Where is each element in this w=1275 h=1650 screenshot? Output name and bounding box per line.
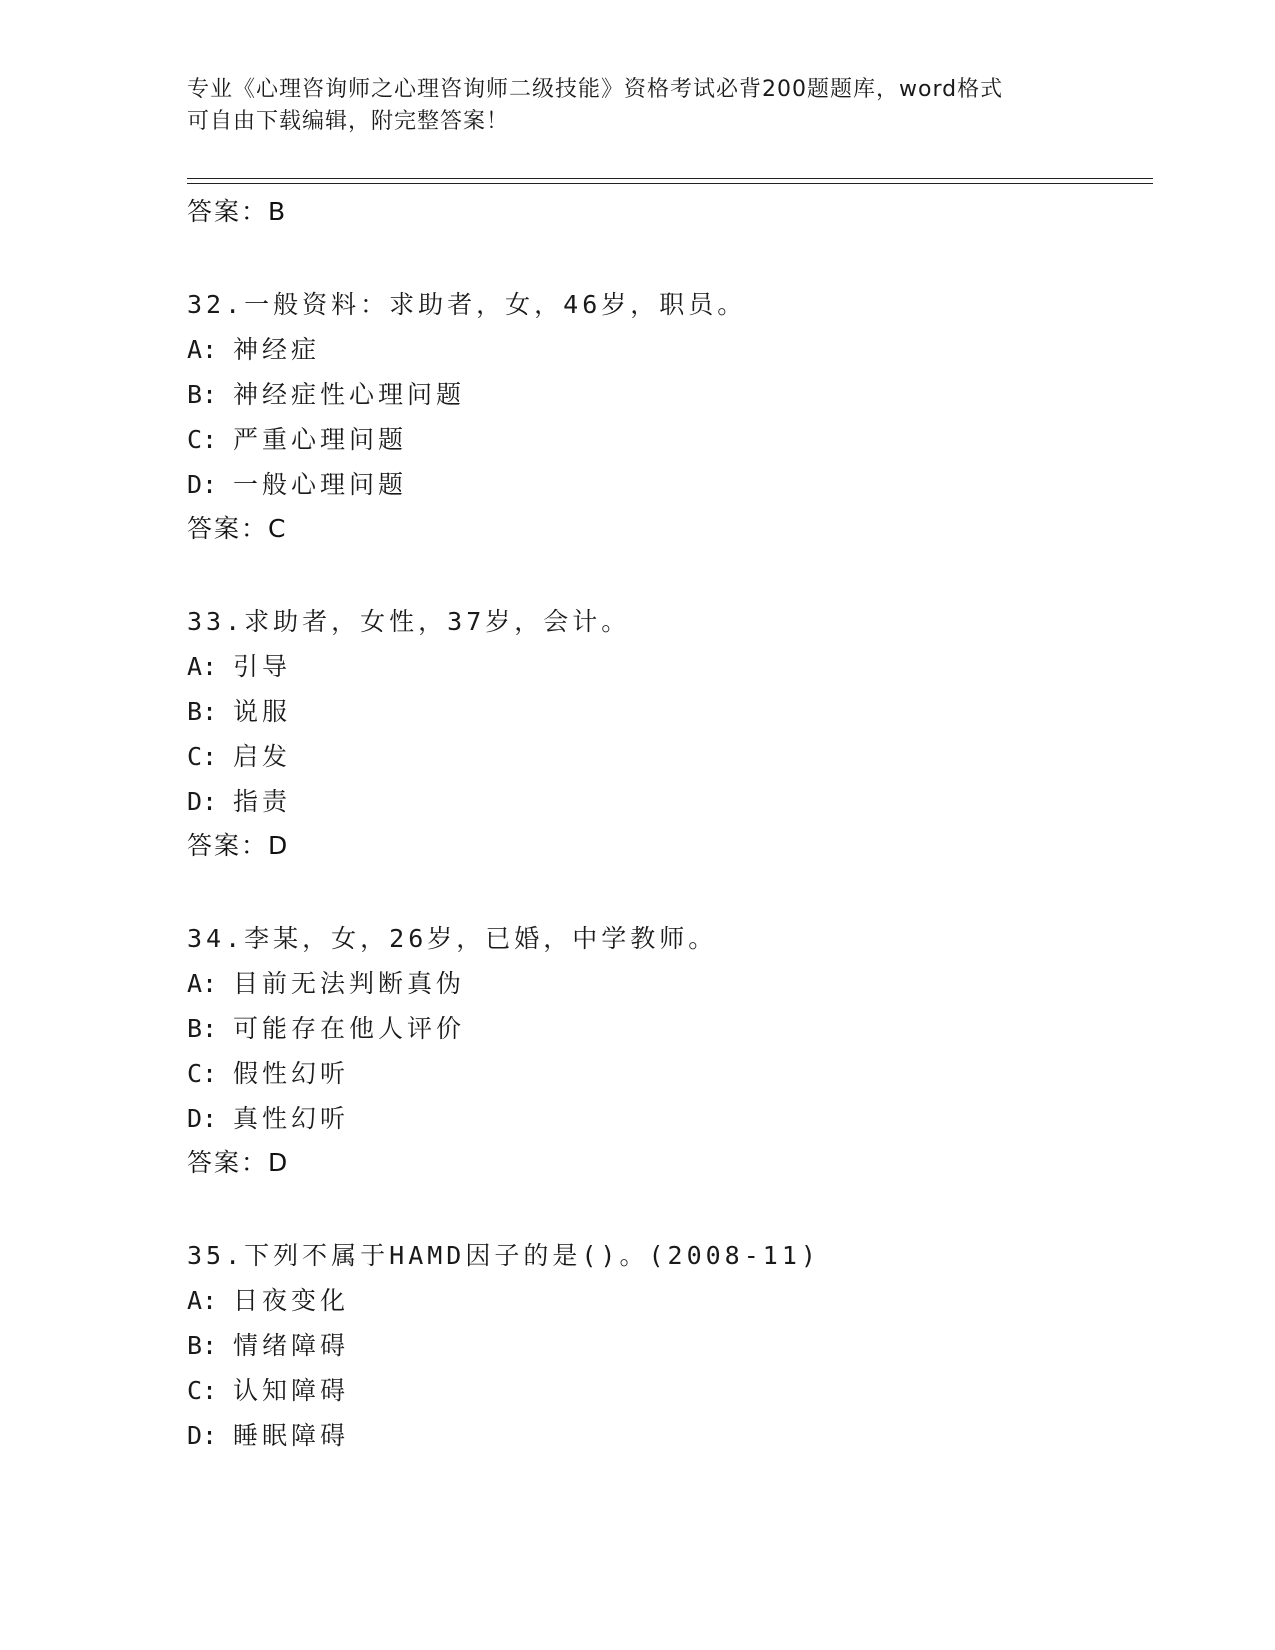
- option-letter: A:: [187, 335, 218, 364]
- option-letter: A:: [187, 969, 218, 998]
- option-letter: D:: [187, 787, 218, 816]
- option-letter: C:: [187, 425, 218, 454]
- header-divider-top: [187, 178, 1153, 179]
- question-list: [187, 190, 1147, 1458]
- answer-line: 答案：D: [187, 1148, 290, 1177]
- option-letter: D:: [187, 1421, 218, 1450]
- question-stem: 33.求助者，女性，37岁，会计。: [187, 607, 631, 636]
- option-letter: D:: [187, 470, 218, 499]
- option-d: [187, 1413, 1147, 1458]
- question-stem: 34.李某，女，26岁，已婚，中学教师。: [187, 924, 718, 953]
- option-letter: C:: [187, 1059, 218, 1088]
- option-d: [187, 779, 1147, 824]
- option-text: 目前无法判断真伪: [233, 969, 466, 998]
- question-stem: 32.一般资料：求助者，女，46岁，职员。: [187, 290, 747, 319]
- question-stem: 35.下列不属于HAMD因子的是()。(2008-11): [187, 1241, 820, 1270]
- option-d: [187, 1096, 1147, 1141]
- option-b: [187, 1323, 1147, 1368]
- question-item: [187, 599, 1147, 868]
- question-item: [187, 916, 1147, 1185]
- option-text: 说服: [233, 697, 292, 726]
- option-b: [187, 372, 1147, 417]
- option-text: 可能存在他人评价: [233, 1014, 466, 1043]
- option-letter: B:: [187, 697, 218, 726]
- option-letter: B:: [187, 1331, 218, 1360]
- option-b: [187, 689, 1147, 734]
- option-text: 情绪障碍: [233, 1331, 350, 1360]
- option-d: [187, 462, 1147, 507]
- option-text: 睡眠障碍: [233, 1421, 350, 1450]
- option-letter: A:: [187, 1286, 218, 1315]
- option-text: 日夜变化: [233, 1286, 350, 1315]
- option-a: [187, 1278, 1147, 1323]
- option-letter: B:: [187, 380, 218, 409]
- option-c: [187, 734, 1147, 779]
- option-letter: D:: [187, 1104, 218, 1133]
- option-letter: A:: [187, 652, 218, 681]
- option-text: 神经症: [233, 335, 321, 364]
- option-text: 真性幻听: [233, 1104, 350, 1133]
- answer-line: 答案：B: [187, 197, 288, 226]
- option-text: 假性幻听: [233, 1059, 350, 1088]
- option-letter: C:: [187, 742, 218, 771]
- option-a: [187, 644, 1147, 689]
- option-text: 严重心理问题: [233, 425, 408, 454]
- document-header: [187, 74, 1087, 138]
- option-text: 启发: [233, 742, 292, 771]
- option-text: 认知障碍: [233, 1376, 350, 1405]
- answer-line: 答案：C: [187, 514, 288, 543]
- option-c: [187, 1051, 1147, 1096]
- option-text: 一般心理问题: [233, 470, 408, 499]
- option-c: [187, 417, 1147, 462]
- option-letter: C:: [187, 1376, 218, 1405]
- option-a: [187, 327, 1147, 372]
- header-title-line-2: 可自由下载编辑，附完整答案！: [187, 109, 510, 134]
- header-title-line-1: 专业《心理咨询师之心理咨询师二级技能》资格考试必背200题题库，word格式: [187, 77, 1004, 102]
- question-item: [187, 282, 1147, 551]
- option-b: [187, 1006, 1147, 1051]
- option-text: 指责: [233, 787, 292, 816]
- option-c: [187, 1368, 1147, 1413]
- answer-line: 答案：D: [187, 831, 290, 860]
- option-text: 神经症性心理问题: [233, 380, 466, 409]
- header-divider-bottom: [187, 183, 1153, 184]
- option-letter: B:: [187, 1014, 218, 1043]
- option-text: 引导: [233, 652, 292, 681]
- question-item: [187, 1233, 1147, 1458]
- option-a: [187, 961, 1147, 1006]
